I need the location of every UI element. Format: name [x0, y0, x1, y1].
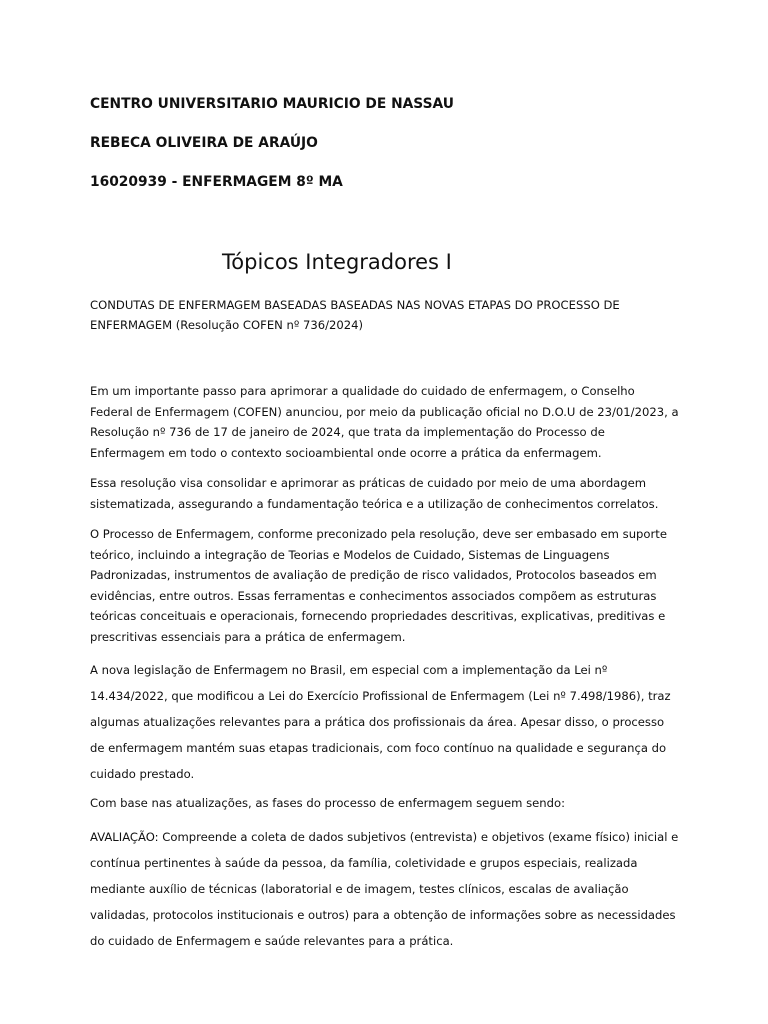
- paragraph-resolution-goal: Essa resolução visa consolidar e aprimorar as práticas de cuidado por meio de uma abordagem sistematizada, assegurando a fundamentação teórica e a utilização de conhecimentos correlatos.: [90, 476, 659, 511]
- document-subtitle: CONDUTAS DE ENFERMAGEM BASEADAS BASEADAS NAS NOVAS ETAPAS DO PROCESSO DE ENFERMAGEM (Resolução COFEN nº 736/2024): [90, 298, 620, 332]
- paragraph-process-basis: O Processo de Enfermagem, conforme preconizado pela resolução, deve ser embasado em suporte teórico, incluindo a integração de Teorias e Modelos de Cuidado, Sistemas de Linguagens Padronizadas, instrumentos de avaliação de predição de risco validados, Protocolos baseados em evidências, entre outros. Essas ferramentas e conhecimentos associados compõem as estruturas teóricas conceituais e operacionais, fornecendo propriedades descritivas, explicativas, preditivas e prescritivas essenciais para a prática de enfermagem.: [90, 527, 667, 644]
- course-info: 16020939 - ENFERMAGEM 8º MA: [90, 174, 343, 190]
- paragraph-phases-intro: Com base nas atualizações, as fases do processo de enfermagem seguem sendo:: [90, 796, 565, 810]
- document-title: Tópicos Integradores I: [222, 250, 452, 274]
- paragraph-legislation: A nova legislação de Enfermagem no Brasil, em especial com a implementação da Lei nº 14.434/2022, que modificou a Lei do Exercício Profissional de Enfermagem (Lei nº 7.498/1986), traz algumas atualizações relevantes para a prática dos profissionais da área. Apesar disso, o processo de enfermagem mantém suas etapas tradicionais, com foco contínuo na qualidade e segurança do cuidado prestado.: [90, 663, 671, 781]
- student-name: REBECA OLIVEIRA DE ARAÚJO: [90, 135, 318, 151]
- paragraph-avaliacao: AVALIAÇÃO: Compreende a coleta de dados subjetivos (entrevista) e objetivos (exame físico) inicial e contínua pertinentes à saúde da pessoa, da família, coletividade e grupos especiais, realizada mediante auxílio de técnicas (laboratorial e de imagem, testes clínicos, escalas de avaliação validadas, protocolos institucionais e outros) para a obtenção de informações sobre as necessidades do cuidado de Enfermagem e saúde relevantes para a prática.: [90, 829, 679, 948]
- institution-name: CENTRO UNIVERSITARIO MAURICIO DE NASSAU: [90, 96, 454, 112]
- paragraph-intro: Em um importante passo para aprimorar a qualidade do cuidado de enfermagem, o Conselho Federal de Enfermagem (COFEN) anunciou, por meio da publicação oficial no D.O.U de 23/01/2023, a Resolução nº 736 de 17 de janeiro de 2024, que trata da implementação do Processo de Enfermagem em todo o contexto socioambiental onde ocorre a prática da enfermagem.: [90, 384, 679, 460]
